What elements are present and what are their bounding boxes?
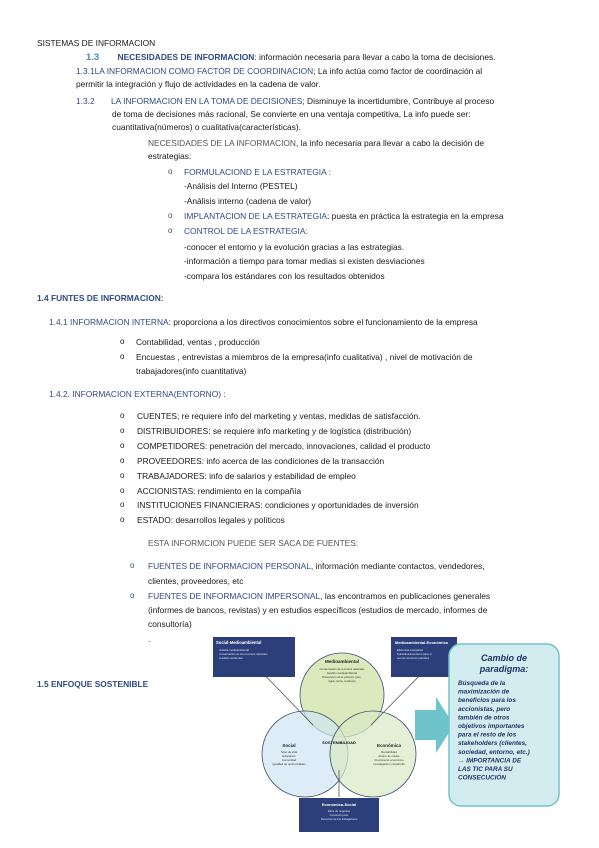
paradigm-line: beneficios para los xyxy=(458,697,516,705)
list-item: ESTADO: desarrollos legales y políticos xyxy=(137,515,285,526)
circle-label: Económica xyxy=(376,743,402,748)
section-number: 1.3 xyxy=(86,52,100,63)
circle-economica xyxy=(330,711,416,797)
bullet-icon: o xyxy=(120,425,125,435)
item-text: : puesta en práctica la estrategia en la empresa xyxy=(327,211,504,221)
circle-label: Social xyxy=(282,743,296,748)
necesidades-text-line: estrategias: xyxy=(148,151,192,161)
paradigm-line: también de otros xyxy=(458,714,510,722)
section-1-3-2 xyxy=(76,96,494,107)
nec-sub-item: -compara los estándares con los resultados obtenidos xyxy=(184,271,385,281)
paradigm-title: paradigma: xyxy=(479,664,529,674)
circle-line: Educación xyxy=(282,754,296,758)
section-1-5-title: 1.5 ENFOQUE SOSTENIBLE xyxy=(37,679,149,689)
box-line: Justicia medioambiental xyxy=(219,648,249,652)
bullet-icon: o xyxy=(168,167,173,176)
necesidades-title: NECESIDADES DE LA INFORMACION xyxy=(148,138,296,148)
circle-line: Rentabilidad xyxy=(381,750,397,754)
section-text-line: permitir la integración y flujo de actividades en la cadena de valor. xyxy=(76,79,321,89)
circle-line: Crecimiento económico xyxy=(374,758,404,762)
circle-line: Conservación de recursos naturales xyxy=(319,667,365,671)
circle-line: Investigación y desarrollo xyxy=(373,762,405,766)
circle-line: Nivel de vida xyxy=(280,750,298,754)
section-1-3 xyxy=(86,52,496,65)
section-text-line: cuantitativa(números) o cualitativa(características). xyxy=(112,122,301,132)
circle-line: Ahorro de costes xyxy=(378,754,400,758)
bullet-icon: o xyxy=(120,515,125,525)
section-1-4-2-title: 1.4.2. INFORMACION EXTERNA(ENTORNO) : xyxy=(49,389,226,399)
center-label: SOSTENIBILIDAD xyxy=(322,740,356,745)
list-item: INSTITUCIONES FINANCIERAS: condiciones y oportunidades de inversión xyxy=(137,500,419,511)
box-line: Comercio justo xyxy=(329,813,349,817)
box-line: Ética de negocios xyxy=(327,809,351,813)
necesidades-text: , la info necesaria para llevar a cabo la decisión de xyxy=(296,138,485,148)
nec-sub-item: -Análisis del Interno (PESTEL) xyxy=(184,181,298,191)
list-item: Encuestas , entrevistas a miembros de la empresa(info cualitativa) , nivel de motivación de xyxy=(136,352,473,362)
bullet-icon: o xyxy=(120,470,125,480)
section-title: LA INFORMACION EN LA TOMA DE DECISIONES xyxy=(110,96,303,106)
nec-item-control: CONTROL DE LA ESTRATEGIA: xyxy=(184,226,308,236)
section-text: : información necesaria para llevar a cabo la toma de decisiones. xyxy=(254,52,496,62)
document-title: SISTEMAS DE INFORMACION xyxy=(37,38,156,48)
item-title: IMPLANTACION DE LA ESTRATEGIA xyxy=(184,211,328,221)
circle-line: Igualdad de oportunidades xyxy=(272,762,306,766)
box-line: uso de recursos naturales xyxy=(397,656,430,660)
section-text: : proporciona a los directivos conocimientos sobre el funcionamiento de la empresa xyxy=(168,317,478,327)
paradigm-line: accionistas, pero xyxy=(458,705,511,713)
bullet-icon: o xyxy=(120,500,125,510)
fuente-text: , las encontramos en publicaciones generales xyxy=(320,591,491,601)
circle-label: Medioambiental xyxy=(324,659,360,664)
nec-sub-item: -información a tiempo para tomar medias si existen desviaciones xyxy=(184,256,425,266)
paradigm-line: maximización de xyxy=(458,688,510,696)
fuente-title: FUENTES DE INFORMACION IMPERSONAL xyxy=(148,591,321,601)
stray-dot: . xyxy=(148,634,151,644)
bullet-icon: o xyxy=(120,337,125,346)
list-item: DISTRIBUIDORES: se requiere info marketing y de logística (distribución) xyxy=(137,425,412,436)
box-line: Cuidado ambiental xyxy=(219,656,243,660)
paradigm-line: objetivos importantes xyxy=(458,723,525,730)
box-line: conservación de los recursos naturales xyxy=(219,652,268,656)
fuente-impersonal xyxy=(148,591,490,602)
list-item: TRABAJADORES: info de salarios y estabilidad de empleo xyxy=(137,470,356,481)
section-title: NECESIDADES DE INFORMACION xyxy=(117,52,255,62)
bullet-icon: o xyxy=(130,561,135,570)
fuente-text-line: (informes de bancos, revistas) y en estudios específicos (estudios de mercado, informes de xyxy=(148,605,488,615)
nec-sub-item: -Análisis interno (cadena de valor) xyxy=(184,196,312,206)
list-item: ACCIONISTAS: rendimiento en la compañía xyxy=(137,485,302,496)
section-text-line: de toma de decisiones más racional, Se convierte en una ventaja competitiva, La info puede ser: xyxy=(112,109,471,119)
bullet-icon: o xyxy=(120,485,125,495)
fuente-text-line: consultoría) xyxy=(148,619,192,629)
paradigm-line: → IMPORTANCIA DE xyxy=(458,757,522,765)
circle-line: agua, tierra, residuos) xyxy=(328,679,356,683)
necesidades-heading xyxy=(148,138,484,149)
box-line: Derechos de los trabajadores xyxy=(320,817,358,821)
section-text: ; La info actúa como factor de coordinación al xyxy=(313,66,483,76)
bullet-icon: o xyxy=(120,455,125,465)
circle-line: Prevención de la polución (aire, xyxy=(322,675,362,679)
circle-line: Comunidad xyxy=(281,758,297,762)
bullet-icon: o xyxy=(168,211,173,220)
list-item: CUENTES; re requiere info del marketing y ventas, medidas de satisfacción. xyxy=(137,411,421,421)
box-line: Subsidios/incentivos para el xyxy=(397,652,432,656)
section-1-4-1 xyxy=(49,317,478,328)
paradigm-line: stakeholders (clientes, xyxy=(458,740,527,748)
fuentes-intro: ESTA INFORMCION PUEDE SER SACA DE FUENTES: xyxy=(148,538,359,548)
paradigm-line: sociedad, entorno, etc.) xyxy=(458,748,530,756)
list-item: COMPETIDORES: penetración del mercado, innovaciones, calidad el producto xyxy=(137,440,431,451)
box-title: Medioambiental-Económica xyxy=(395,640,448,645)
paradigm-line: LAS TIC PARA SU xyxy=(458,766,513,773)
list-item: trabajadores(info cuantitativa) xyxy=(136,366,247,376)
circle-line: Gestión medioambiental xyxy=(326,671,358,675)
fuente-title: FUENTES DE INFORMACION PERSONAL xyxy=(148,561,311,571)
section-1-4-title: 1.4 FUNTES DE INFORMACION: xyxy=(37,293,164,303)
bullet-icon: o xyxy=(168,226,173,235)
paradigm-line: CONSECUCIÓN xyxy=(458,774,506,782)
nec-item-formulacion: FORMULACIOND E LA ESTRATEGIA : xyxy=(184,167,331,177)
bullet-icon: o xyxy=(120,411,125,420)
section-title: 1.4.1 INFORMACION INTERNA xyxy=(49,317,169,327)
paradigm-line: para el resto de los xyxy=(458,731,517,739)
bullet-icon: o xyxy=(130,591,135,600)
section-title: 1.3.1LA INFORMACION COMO FACTOR DE COORDINACION xyxy=(76,66,314,76)
paradigm-line: Búsqueda de la xyxy=(458,680,506,687)
box-line: Eficiencia energética xyxy=(397,648,423,652)
sustainability-diagram xyxy=(211,633,561,835)
fuente-personal xyxy=(148,561,485,572)
box-title: Social-Medioambiental xyxy=(216,640,262,645)
paradigm-title: Cambio de xyxy=(480,653,528,663)
section-number: 1.3.2 xyxy=(76,96,95,106)
list-item: Contabilidad, ventas , producción xyxy=(136,337,260,347)
section-text: ; Disminuye la incertidumbre, Contribuye al proceso xyxy=(302,96,495,106)
fuente-text: , información mediante contactos, vendedores, xyxy=(310,561,485,571)
fuente-text-line: clientes, proveedores, etc xyxy=(148,576,244,586)
box-title: Económica-Social xyxy=(321,802,357,807)
bullet-icon: o xyxy=(120,352,125,361)
nec-sub-item: -conocer el entorno y la evolución gracias a las estrategias. xyxy=(184,242,405,252)
nec-item-implantacion xyxy=(184,211,503,222)
list-item: PROVEEDORES: info acerca de las condiciones de la transacción xyxy=(137,455,385,466)
section-1-3-1 xyxy=(76,66,482,77)
bullet-icon: o xyxy=(120,440,125,450)
